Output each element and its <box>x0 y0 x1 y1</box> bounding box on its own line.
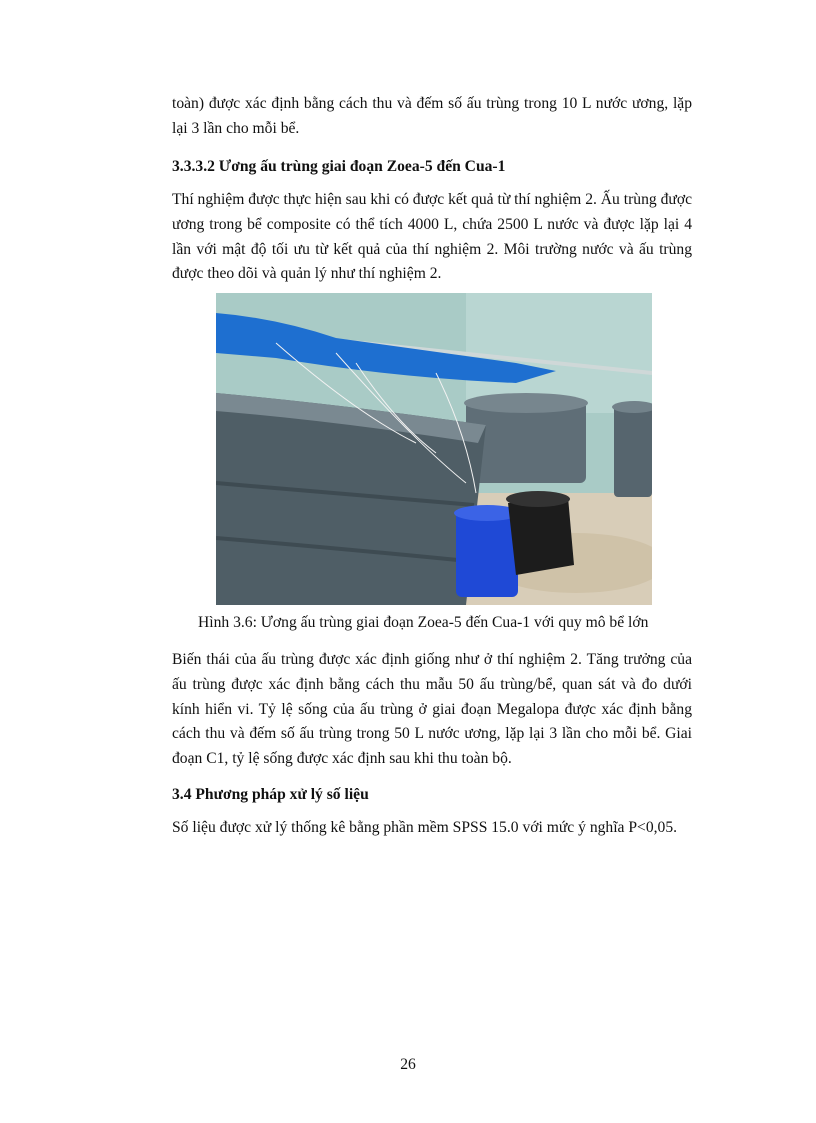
paragraph-continuation: toàn) được xác định bằng cách thu và đếm số ấu trùng trong 10 L nước ương, lặp lại 3 lần cho mỗi bể. <box>172 95 692 137</box>
section-heading-3-3-3-2: 3.3.3.2 Ương ấu trùng giai đoạn Zoea-5 đến Cua-1 <box>172 158 506 175</box>
paragraph-experiment-setup: Thí nghiệm được thực hiện sau khi có được kết quả từ thí nghiệm 2. Ấu trùng được ương trong bể composite có thể tích 4000 L, chứa 2500 L nước và được lặp lại 4 lần với mật độ tối ưu từ kết quả của thí nghiệm 2. Môi trường nước và ấu trùng được theo dõi và quản lý như thí nghiệm 2. <box>172 191 692 283</box>
figure-caption: Hình 3.6: Ương ấu trùng giai đoạn Zoea-5 đến Cua-1 với quy mô bể lớn <box>198 614 649 631</box>
paragraph-metamorphosis: Biến thái của ấu trùng được xác định giống như ở thí nghiệm 2. Tăng trưởng của ấu trùng được xác định bằng cách thu mẫu 50 ấu trùng/bể, quan sát và đo dưới kính hiển vi. Tỷ lệ sống của ấu trùng ở giai đoạn Megalopa được xác định bằng cách thu và đếm số ấu trùng trong 50 L nước ương, lặp lại 3 lần cho mỗi bể. Giai đoạn C1, tỷ lệ sống được xác định sau khi thu toàn bộ. <box>172 651 692 768</box>
tank-photo <box>216 293 652 605</box>
page-number: 26 <box>400 1056 416 1073</box>
section-heading-3-4: 3.4 Phương pháp xử lý số liệu <box>172 786 369 803</box>
paragraph-statistics: Số liệu được xử lý thống kê bằng phần mềm SPSS 15.0 với mức ý nghĩa P<0,05. <box>172 819 678 836</box>
